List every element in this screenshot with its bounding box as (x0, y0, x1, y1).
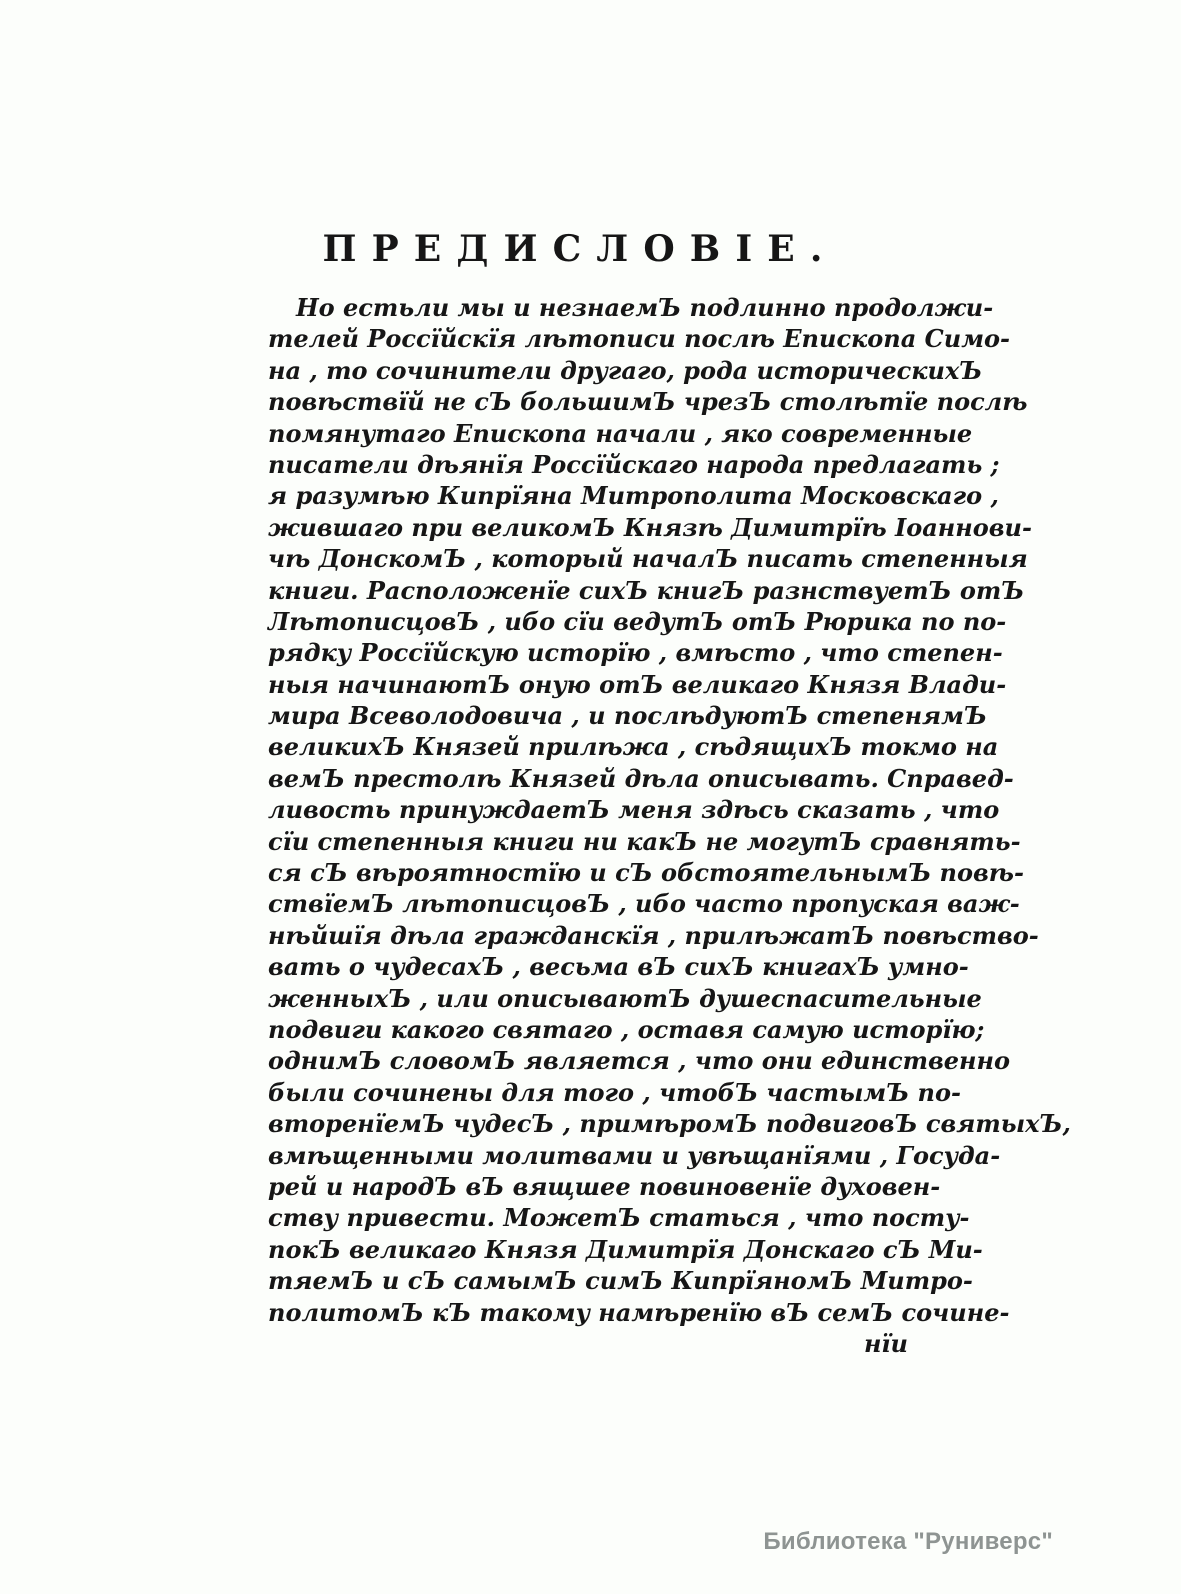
text-line: вторенїемЪ чудесЪ , примѣромЪ подвиговЪ святыхЪ, (268, 1109, 1071, 1139)
text-line: подвиги какого святаго , оставя самую исторїю; (268, 1014, 985, 1044)
text-line: женныхЪ , или описываютЪ душеспасительные (268, 983, 982, 1013)
page-title: ПРЕДИСЛОВІЕ. (322, 228, 838, 270)
text-line: ливость принуждаетЪ меня здѣсь сказать , что (268, 795, 1000, 825)
text-line: политомЪ кЪ такому намѣренїю вЪ семЪ сочине- (268, 1297, 1010, 1327)
text-line: великихЪ Князей прилѣжа , сѣдящихЪ токмо на (268, 732, 999, 762)
library-watermark: Библиотека "Руниверс" (763, 1528, 1053, 1555)
text-line: тяемЪ и сЪ самымЪ симЪ КипрїяномЪ Митро- (268, 1266, 973, 1296)
text-line: были сочинены для того , чтобЪ частымЪ по- (268, 1077, 961, 1107)
text-line: я разумѣю Кипрїяна Митрополита Московскаго , (268, 481, 999, 511)
text-line: книги. Расположенїе сихЪ книгЪ разнствуетЪ отЪ (268, 575, 1025, 605)
text-line: Но естьли мы и незнаемЪ подлинно продолжи- (296, 293, 994, 322)
text-line: ствїемЪ лѣтописцовЪ , ибо часто пропуская важ- (268, 889, 1020, 919)
text-line: ныя начинаютЪ оную отЪ великаго Князя Влади- (268, 669, 1007, 699)
text-line: телей Россїйскїя лѣтописи послѣ Епископа Симо- (268, 324, 1010, 354)
body-text-block (268, 292, 1071, 1359)
text-line: однимЪ словомЪ является , что они единственно (268, 1046, 1010, 1076)
text-line: рей и народЪ вЪ вящшее повиновенїе духовен- (268, 1171, 941, 1201)
catchword: нїи (863, 1328, 908, 1358)
text-line: писатели дѣянїя Россїйскаго народа предлагать ; (268, 449, 1000, 479)
text-line: вемЪ престолѣ Князей дѣла описывать. Справед- (268, 763, 1014, 793)
text-line: повѣствїй не сЪ большимЪ чрезЪ столѣтїе послѣ (268, 387, 1028, 417)
text-line: на , то сочинители другаго, рода историческихЪ (268, 355, 983, 385)
text-line: вать о чудесахЪ , весьма вЪ сихЪ книгахЪ умно- (268, 952, 969, 982)
text-line: покЪ великаго Князя Димитрїя Донскаго сЪ Ми- (268, 1234, 983, 1264)
text-line: мира Всеволодовича , и послѣдуютЪ степенямЪ (268, 701, 987, 731)
text-line: ЛѣтописцовЪ , ибо сїи ведутЪ отЪ Рюрика по по- (268, 606, 1007, 636)
text-line: ся сЪ вѣроятностїю и сЪ обстоятельнымЪ повѣ- (268, 858, 1024, 888)
text-line: вмѣщенными молитвами и увѣщанїями , Госуда- (268, 1140, 1001, 1170)
text-line: помянутаго Епископа начали , яко современные (268, 418, 973, 448)
text-line: нѣйшїя дѣла гражданскїя , прилѣжатЪ повѣство- (268, 920, 1039, 950)
text-line: чѣ ДонскомЪ , который началЪ писать степенныя (268, 544, 1028, 574)
text-line: ству привести. МожетЪ статься , что посту- (268, 1203, 970, 1233)
text-line: рядку Россїйскую исторїю , вмѣсто , что степен- (268, 638, 1003, 668)
text-line: жившаго при великомЪ Князѣ Димитрїѣ Іоаннови- (268, 512, 1032, 542)
text-line: сїи степенныя книги ни какЪ не могутЪ сравнять- (268, 826, 1021, 856)
